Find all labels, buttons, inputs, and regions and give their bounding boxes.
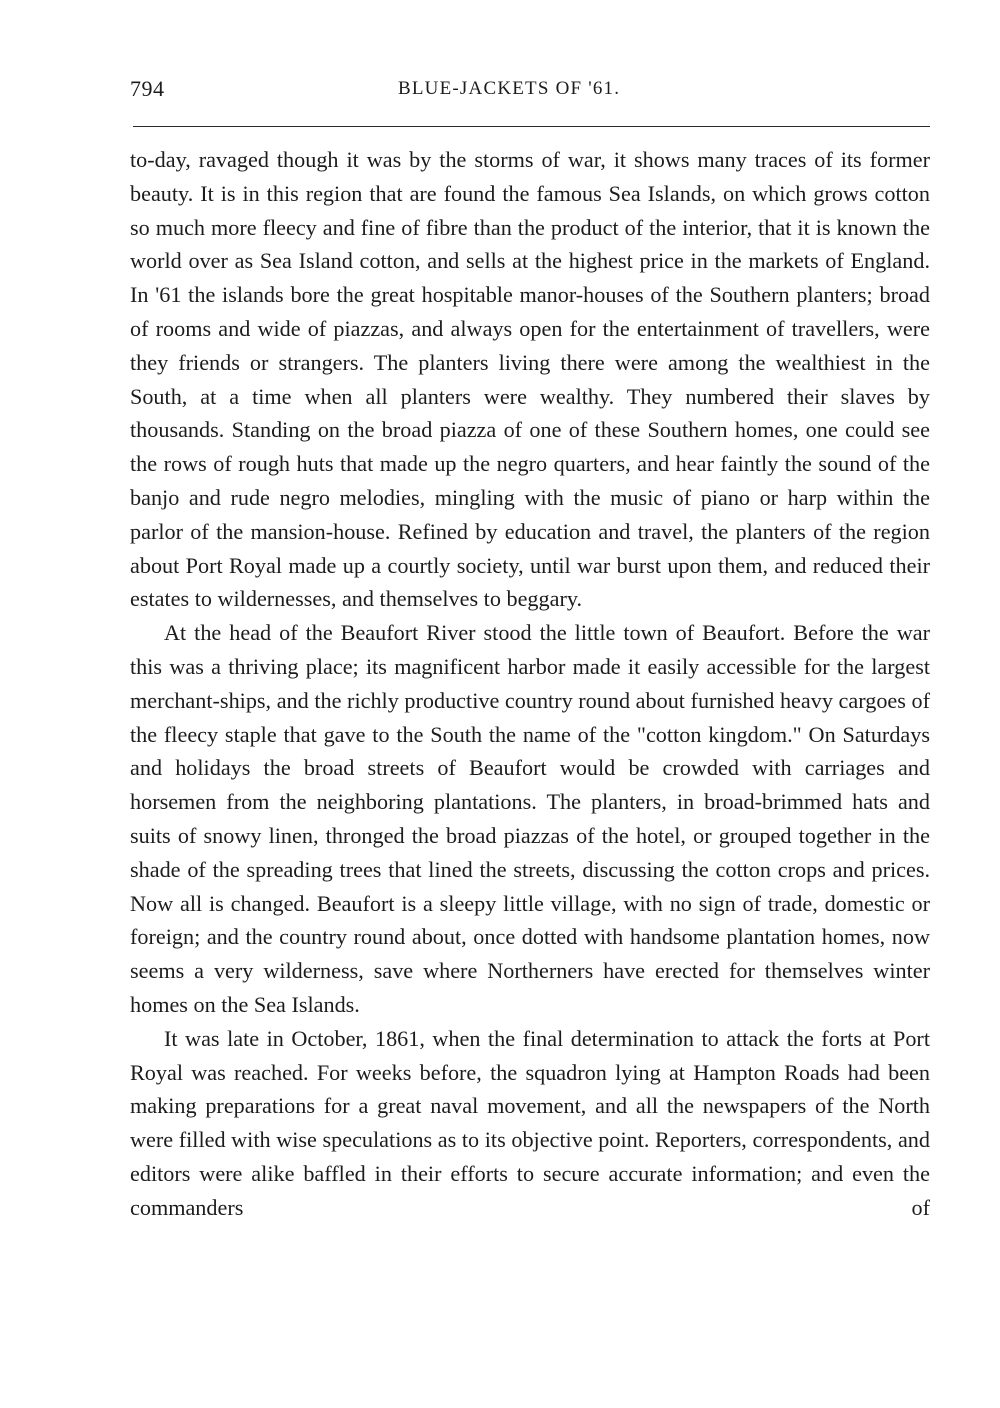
running-title: BLUE-JACKETS OF '61.	[398, 78, 621, 99]
body-text	[130, 143, 930, 1225]
page-number: 794	[130, 76, 165, 101]
paragraph-beaufort: At the head of the Beaufort River stood the little town of Beaufort. Before the war this was a thriving place; its magnificent harbor made it easily accessible for the largest merchant-ships, and the richly productive country round about furnished heavy cargoes of the fleecy staple that gave to the South the name of the "cotton kingdom." On Saturdays and holidays the broad streets of Beaufort would be crowded with carriages and horsemen from the neighboring plantations. The planters, in broad-brimmed hats and suits of snowy linen, thronged the broad piazzas of the hotel, or grouped together in the shade of the spreading trees that lined the streets, discussing the cotton crops and prices. Now all is changed. Beaufort is a sleepy little village, with no sign of trade, domestic or foreign; and the country round about, once dotted with handsome plantation homes, now seems a very wilderness, save where Northerners have erected for themselves winter homes on the Sea Islands.	[130, 620, 930, 1017]
header-rule	[133, 126, 930, 127]
paragraph-port-royal: It was late in October, 1861, when the final determination to attack the forts at Port Royal was reached. For weeks before, the squadron lying at Hampton Roads had been making preparations for a great naval movement, and all the newspapers of the North were filled with wise speculations as to its objective point. Reporters, correspondents, and editors were alike baffled in their efforts to secure accurate information; and even the commanders of	[130, 1025, 930, 1220]
running-head	[130, 76, 930, 106]
paragraph-continued: to-day, ravaged though it was by the storms of war, it shows many traces of its former beauty. It is in this region that are found the famous Sea Islands, on which grows cotton so much more fleecy and fine of fibre than the product of the interior, that it is known the world over as Sea Island cotton, and sells at the highest price in the markets of England. In '61 the islands bore the great hospitable manor-houses of the Southern planters; broad of rooms and wide of piazzas, and always open for the entertainment of travellers, were they friends or strangers. The planters living there were among the wealthiest in the South, at a time when all planters were wealthy. They numbered their slaves by thousands. Standing on the broad piazza of one of these Southern homes, one could see the rows of rough huts that made up the negro quarters, and hear faintly the sound of the banjo and rude negro melodies, mingling with the music of piano or harp within the parlor of the mansion-house. Refined by education and travel, the planters of the region about Port Royal made up a courtly society, until war burst upon them, and reduced their estates to wildernesses, and themselves to beggary.	[130, 147, 930, 612]
